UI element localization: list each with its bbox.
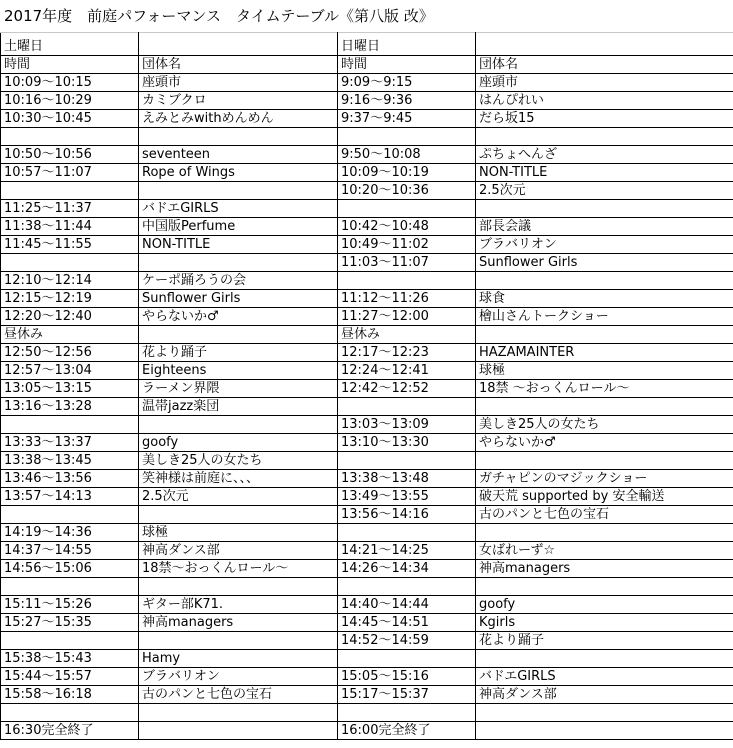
- sat-time-cell: 12:15～12:19: [1, 290, 139, 308]
- sun-group-cell: 神高ダンス部: [476, 686, 733, 704]
- sat-time-cell: 14:56～15:06: [1, 560, 139, 578]
- sun-time-cell: 14:26～14:34: [338, 560, 476, 578]
- sat-group-cell: [139, 33, 338, 56]
- sat-time-cell: 13:57～14:13: [1, 488, 139, 506]
- schedule-row: [1, 506, 733, 524]
- sun-time-cell: 9:37～9:45: [338, 110, 476, 128]
- sun-time-cell: 13:10～13:30: [338, 434, 476, 452]
- schedule-row: [1, 200, 733, 218]
- sat-time-cell: 14:37～14:55: [1, 542, 139, 560]
- sun-time-cell: [338, 452, 476, 470]
- sat-time-cell: 15:27～15:35: [1, 614, 139, 632]
- sat-group-cell: Rope of Wings: [139, 164, 338, 182]
- schedule-row: [1, 470, 733, 488]
- sat-group-cell: Eighteens: [139, 362, 338, 380]
- sat-time-cell: 12:50～12:56: [1, 344, 139, 362]
- sat-group-cell: [139, 182, 338, 200]
- sat-group-cell: カミブクロ: [139, 92, 338, 110]
- schedule-row: [1, 146, 733, 164]
- sun-time-cell: 10:09～10:19: [338, 164, 476, 182]
- day-header-row: [1, 33, 733, 56]
- sat-time-cell: 10:16～10:29: [1, 92, 139, 110]
- sun-time-cell: 13:03～13:09: [338, 416, 476, 434]
- sun-time-cell: 時間: [338, 56, 476, 74]
- sun-group-cell: 球極: [476, 362, 733, 380]
- sat-time-cell: 10:30～10:45: [1, 110, 139, 128]
- sat-time-cell: [1, 506, 139, 524]
- sat-group-cell: バドエGIRLS: [139, 200, 338, 218]
- sat-group-cell: [139, 326, 338, 344]
- sat-group-cell: 温帯jazz楽団: [139, 398, 338, 416]
- schedule-row: [1, 362, 733, 380]
- sun-group-cell: 球食: [476, 290, 733, 308]
- sun-group-cell: [476, 33, 733, 56]
- schedule-row: [1, 650, 733, 668]
- sat-time-cell: 13:38～13:45: [1, 452, 139, 470]
- timetable: [0, 32, 733, 740]
- sat-group-cell: ラーメン界隈: [139, 380, 338, 398]
- sun-time-cell: 14:21～14:25: [338, 542, 476, 560]
- schedule-row: [1, 128, 733, 146]
- sun-time-cell: 13:56～14:16: [338, 506, 476, 524]
- sun-group-cell: バドエGIRLS: [476, 668, 733, 686]
- sun-time-cell: [338, 272, 476, 290]
- sat-time-cell: 13:33～13:37: [1, 434, 139, 452]
- sat-group-cell: seventeen: [139, 146, 338, 164]
- sat-group-cell: 花より踊子: [139, 344, 338, 362]
- sun-group-cell: [476, 704, 733, 722]
- schedule-row: [1, 218, 733, 236]
- sat-group-cell: ブラバリオン: [139, 668, 338, 686]
- sat-time-cell: 14:19～14:36: [1, 524, 139, 542]
- sun-time-cell: [338, 398, 476, 416]
- sun-time-cell: 15:05～15:16: [338, 668, 476, 686]
- sat-group-cell: [139, 506, 338, 524]
- sat-time-cell: 16:30完全終了: [1, 722, 139, 740]
- schedule-row: [1, 92, 733, 110]
- schedule-row: [1, 236, 733, 254]
- schedule-row: [1, 722, 733, 740]
- sun-group-cell: [476, 722, 733, 740]
- sun-time-cell: 9:16～9:36: [338, 92, 476, 110]
- sat-time-cell: [1, 578, 139, 596]
- sun-time-cell: [338, 128, 476, 146]
- sun-time-cell: 11:12～11:26: [338, 290, 476, 308]
- sun-time-cell: 9:50～10:08: [338, 146, 476, 164]
- sat-group-cell: [139, 704, 338, 722]
- sun-group-cell: [476, 272, 733, 290]
- schedule-row: [1, 254, 733, 272]
- sun-group-cell: 18禁 ～おっくんロール～: [476, 380, 733, 398]
- sat-group-cell: [139, 254, 338, 272]
- sun-time-cell: 日曜日: [338, 33, 476, 56]
- schedule-row: [1, 668, 733, 686]
- schedule-row: [1, 380, 733, 398]
- sat-time-cell: 昼休み: [1, 326, 139, 344]
- sat-time-cell: [1, 128, 139, 146]
- sun-time-cell: 15:17～15:37: [338, 686, 476, 704]
- sun-time-cell: 昼休み: [338, 326, 476, 344]
- sat-time-cell: 11:38～11:44: [1, 218, 139, 236]
- sun-group-cell: Sunflower Girls: [476, 254, 733, 272]
- sun-time-cell: 14:40～14:44: [338, 596, 476, 614]
- sat-group-cell: 2.5次元: [139, 488, 338, 506]
- sat-group-cell: 古のパンと七色の宝石: [139, 686, 338, 704]
- schedule-row: [1, 290, 733, 308]
- sun-group-cell: 座頭市: [476, 74, 733, 92]
- sat-group-cell: 球極: [139, 524, 338, 542]
- sat-group-cell: [139, 722, 338, 740]
- sun-group-cell: 古のパンと七色の宝石: [476, 506, 733, 524]
- schedule-row: [1, 326, 733, 344]
- sat-group-cell: 中国版Perfume: [139, 218, 338, 236]
- sat-time-cell: 11:25～11:37: [1, 200, 139, 218]
- sat-time-cell: 土曜日: [1, 33, 139, 56]
- sun-time-cell: 10:42～10:48: [338, 218, 476, 236]
- sat-time-cell: [1, 704, 139, 722]
- sun-time-cell: 12:42～12:52: [338, 380, 476, 398]
- sat-group-cell: goofy: [139, 434, 338, 452]
- sun-time-cell: [338, 524, 476, 542]
- sun-group-cell: はんぴれい: [476, 92, 733, 110]
- sun-time-cell: 13:38～13:48: [338, 470, 476, 488]
- sat-group-cell: [139, 578, 338, 596]
- sun-time-cell: [338, 704, 476, 722]
- sat-time-cell: 15:11～15:26: [1, 596, 139, 614]
- sat-group-cell: [139, 128, 338, 146]
- schedule-row: [1, 686, 733, 704]
- sun-group-cell: Kgirls: [476, 614, 733, 632]
- schedule-row: [1, 110, 733, 128]
- schedule-row: [1, 398, 733, 416]
- sat-group-cell: [139, 416, 338, 434]
- sat-time-cell: [1, 254, 139, 272]
- schedule-row: [1, 308, 733, 326]
- sun-time-cell: 12:24～12:41: [338, 362, 476, 380]
- sat-time-cell: 15:58～16:18: [1, 686, 139, 704]
- schedule-row: [1, 434, 733, 452]
- sat-time-cell: 10:09～10:15: [1, 74, 139, 92]
- schedule-row: [1, 524, 733, 542]
- sun-time-cell: [338, 200, 476, 218]
- sun-group-cell: [476, 452, 733, 470]
- sun-group-cell: NON-TITLE: [476, 164, 733, 182]
- sun-group-cell: goofy: [476, 596, 733, 614]
- sat-time-cell: 12:10～12:14: [1, 272, 139, 290]
- sun-time-cell: [338, 578, 476, 596]
- sat-group-cell: やらないか♂: [139, 308, 338, 326]
- schedule-row: [1, 74, 733, 92]
- sun-time-cell: 10:49～11:02: [338, 236, 476, 254]
- column-header-row: [1, 56, 733, 74]
- sun-time-cell: 14:52～14:59: [338, 632, 476, 650]
- sat-group-cell: 団体名: [139, 56, 338, 74]
- sat-time-cell: 12:57～13:04: [1, 362, 139, 380]
- sat-group-cell: ケーポ踊ろうの会: [139, 272, 338, 290]
- sat-group-cell: ギター部K71.: [139, 596, 338, 614]
- sun-group-cell: 部長会議: [476, 218, 733, 236]
- sun-group-cell: [476, 524, 733, 542]
- sun-group-cell: 美しき25人の女たち: [476, 416, 733, 434]
- schedule-row: [1, 488, 733, 506]
- sun-group-cell: 女ばれーず☆: [476, 542, 733, 560]
- sat-time-cell: [1, 182, 139, 200]
- sun-group-cell: [476, 578, 733, 596]
- schedule-row: [1, 182, 733, 200]
- sat-time-cell: 10:57～11:07: [1, 164, 139, 182]
- sun-time-cell: 12:17～12:23: [338, 344, 476, 362]
- sun-group-cell: 檜山さんトークショー: [476, 308, 733, 326]
- sun-time-cell: 16:00完全終了: [338, 722, 476, 740]
- sat-time-cell: 12:20～12:40: [1, 308, 139, 326]
- schedule-row: [1, 596, 733, 614]
- sat-time-cell: 時間: [1, 56, 139, 74]
- schedule-row: [1, 344, 733, 362]
- sat-group-cell: Sunflower Girls: [139, 290, 338, 308]
- sun-group-cell: ガチャピンのマジックショー: [476, 470, 733, 488]
- sat-time-cell: 15:38～15:43: [1, 650, 139, 668]
- sun-time-cell: 13:49～13:55: [338, 488, 476, 506]
- sat-time-cell: [1, 632, 139, 650]
- document-title: [0, 0, 733, 32]
- sat-group-cell: NON-TITLE: [139, 236, 338, 254]
- sat-time-cell: 13:16～13:28: [1, 398, 139, 416]
- sun-group-cell: [476, 398, 733, 416]
- schedule-row: [1, 614, 733, 632]
- sat-group-cell: 神高managers: [139, 614, 338, 632]
- sun-group-cell: 2.5次元: [476, 182, 733, 200]
- sun-group-cell: [476, 650, 733, 668]
- schedule-row: [1, 452, 733, 470]
- schedule-row: [1, 704, 733, 722]
- sat-group-cell: 笑神様は前庭に、、、: [139, 470, 338, 488]
- sun-time-cell: 10:20～10:36: [338, 182, 476, 200]
- schedule-row: [1, 542, 733, 560]
- sat-time-cell: 13:46～13:56: [1, 470, 139, 488]
- sun-time-cell: 14:45～14:51: [338, 614, 476, 632]
- schedule-row: [1, 416, 733, 434]
- sun-time-cell: [338, 650, 476, 668]
- sun-group-cell: [476, 200, 733, 218]
- title-text: 2017年度 前庭パフォーマンス タイムテーブル《第八版 改》: [4, 7, 434, 25]
- sat-group-cell: 18禁～おっくんロール～: [139, 560, 338, 578]
- sun-group-cell: 破天荒 supported by 安全輸送: [476, 488, 733, 506]
- timetable-body: [1, 33, 733, 740]
- sun-group-cell: [476, 128, 733, 146]
- sun-time-cell: 9:09～9:15: [338, 74, 476, 92]
- sat-group-cell: 神高ダンス部: [139, 542, 338, 560]
- sat-group-cell: 美しき25人の女たち: [139, 452, 338, 470]
- sun-group-cell: 団体名: [476, 56, 733, 74]
- sun-group-cell: ブラバリオン: [476, 236, 733, 254]
- sun-group-cell: 花より踊子: [476, 632, 733, 650]
- sun-group-cell: [476, 326, 733, 344]
- sat-time-cell: 10:50～10:56: [1, 146, 139, 164]
- schedule-row: [1, 272, 733, 290]
- sat-group-cell: [139, 632, 338, 650]
- sun-group-cell: ぷちょへんざ: [476, 146, 733, 164]
- sun-group-cell: だら坂15: [476, 110, 733, 128]
- sun-group-cell: HAZAMAINTER: [476, 344, 733, 362]
- sat-time-cell: 13:05～13:15: [1, 380, 139, 398]
- sun-group-cell: やらないか♂: [476, 434, 733, 452]
- sat-time-cell: 11:45～11:55: [1, 236, 139, 254]
- schedule-row: [1, 560, 733, 578]
- schedule-row: [1, 164, 733, 182]
- sat-group-cell: Hamy: [139, 650, 338, 668]
- sun-time-cell: 11:27～12:00: [338, 308, 476, 326]
- sat-group-cell: 座頭市: [139, 74, 338, 92]
- schedule-row: [1, 578, 733, 596]
- schedule-row: [1, 632, 733, 650]
- sat-group-cell: えみとみwithめんめん: [139, 110, 338, 128]
- sat-time-cell: [1, 416, 139, 434]
- sat-time-cell: 15:44～15:57: [1, 668, 139, 686]
- sun-group-cell: 神高managers: [476, 560, 733, 578]
- sun-time-cell: 11:03～11:07: [338, 254, 476, 272]
